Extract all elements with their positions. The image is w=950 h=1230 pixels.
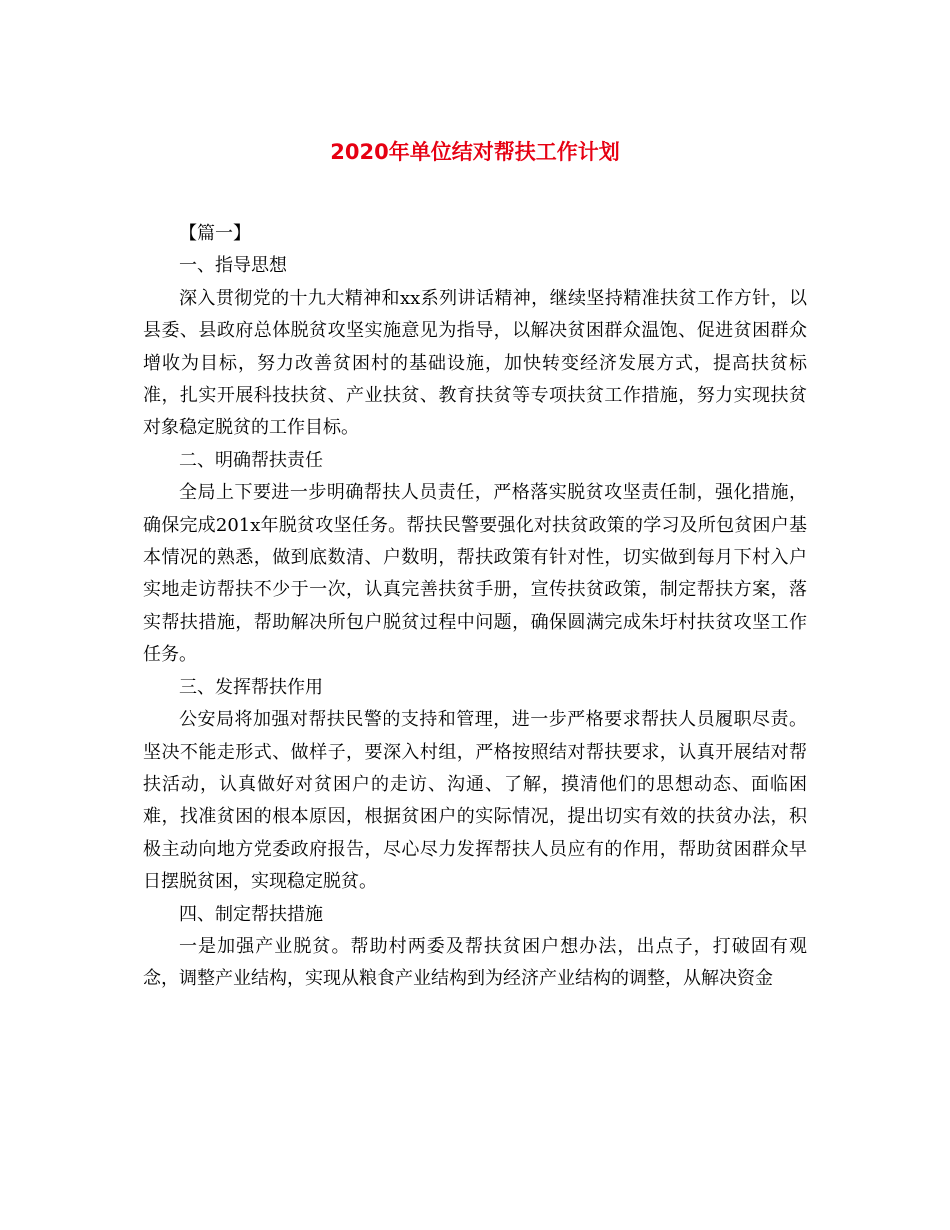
section-heading-2: 二、明确帮扶责任 xyxy=(179,449,323,471)
section-label: 【篇一】 xyxy=(179,223,251,244)
section-heading-4: 四、制定帮扶措施 xyxy=(179,903,323,925)
section-heading-3: 三、发挥帮扶作用 xyxy=(179,676,323,698)
section-heading-1: 一、指导思想 xyxy=(179,255,287,277)
paragraph-3: 公安局将加强对帮扶民警的支持和管理，进一步严格要求帮扶人员履职尽责。坚决不能走形式、做样子，要深入村组，严格按照结对帮扶要求，认真开展结对帮扶活动，认真做好对贫困户的走访、沟通、了解，摸清他们的思想动态、面临困难，找准贫困的根本原因，根据贫困户的实际情况，提出切实有效的扶贫办法，积极主动向地方党委政府报告，尽心尽力发挥帮扶人员应有的作用，帮助贫困群众早日摆脱贫困，实现稳定脱贫。 xyxy=(143,709,807,893)
paragraph-1: 深入贯彻党的十九大精神和xx系列讲话精神，继续坚持精准扶贫工作方针，以县委、县政府总体脱贫攻坚实施意见为指导，以解决贫困群众温饱、促进贫困群众增收为目标，努力改善贫困村的基础设施，加快转变经济发展方式，提高扶贫标准，扎实开展科技扶贫、产业扶贫、教育扶贫等专项扶贫工作措施，努力实现扶贫对象稳定脱贫的工作目标。 xyxy=(143,287,807,439)
document-title: 2020年单位结对帮扶工作计划 xyxy=(330,140,620,164)
paragraph-2: 全局上下要进一步明确帮扶人员责任，严格落实脱贫攻坚责任制，强化措施，确保完成201x年脱贫攻坚任务。帮扶民警要强化对扶贫政策的学习及所包贫困户基本情况的熟悉，做到底数清、户数明，帮扶政策有针对性，切实做到每月下村入户实地走访帮扶不少于一次，认真完善扶贫手册，宣传扶贫政策，制定帮扶方案，落实帮扶措施，帮助解决所包户脱贫过程中问题，确保圆满完成朱圩村扶贫攻坚工作任务。 xyxy=(143,482,807,666)
document-body xyxy=(143,218,807,996)
paragraph-4: 一是加强产业脱贫。帮助村两委及帮扶贫困户想办法，出点子，打破固有观念，调整产业结构，实现从粮食产业结构到为经济产业结构的调整，从解决资金 xyxy=(143,935,807,990)
